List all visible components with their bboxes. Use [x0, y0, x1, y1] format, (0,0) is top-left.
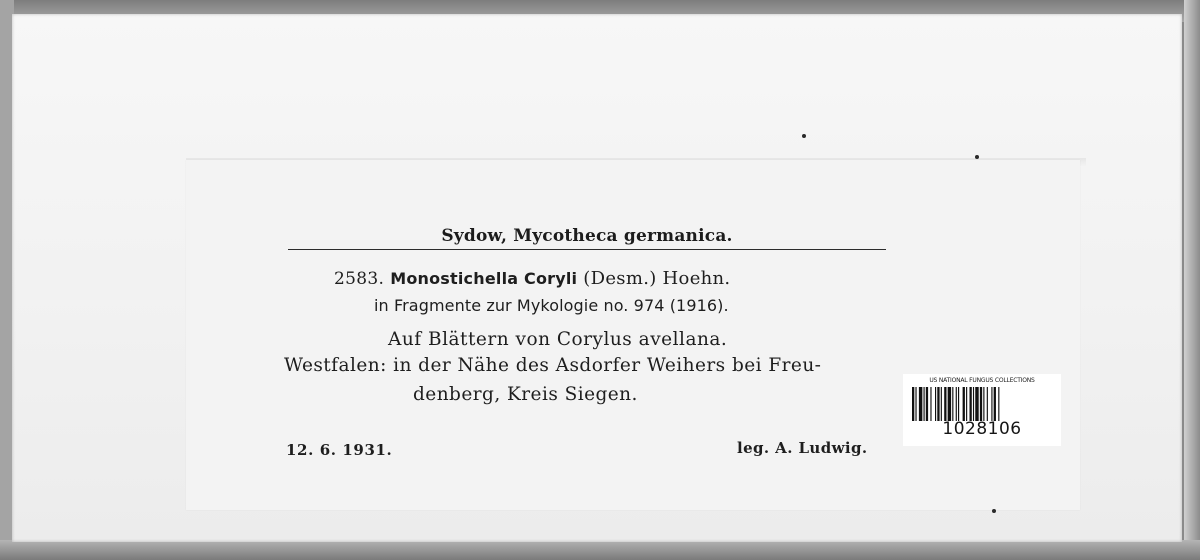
barcode-bar — [970, 387, 972, 421]
barcode-bar — [930, 387, 931, 421]
label-header: Sydow, Mycotheca germanica. — [441, 226, 733, 246]
barcode-bar — [915, 387, 916, 421]
barcode-bar — [980, 387, 982, 421]
barcode-bar — [912, 387, 914, 421]
barcode-bar — [958, 387, 959, 421]
barcode-bar — [948, 387, 951, 421]
barcode-bar — [935, 387, 936, 421]
collector: leg. A. Ludwig. — [737, 439, 868, 457]
barcode-bar — [963, 387, 965, 421]
collection-date: 12. 6. 1931. — [286, 441, 393, 459]
barcode-sticker — [903, 374, 1061, 446]
barcode-bar — [975, 387, 978, 421]
barcode-bar — [919, 387, 922, 421]
header-rule — [288, 249, 886, 250]
frame-bottom-edge — [0, 540, 1200, 560]
species-name: Monostichella Coryli — [390, 269, 578, 288]
barcode-bar — [998, 387, 999, 421]
barcode-bar — [973, 387, 974, 421]
barcode-bar — [941, 387, 942, 421]
barcode-bar — [987, 387, 988, 421]
paper-speck — [975, 155, 979, 159]
barcode-bar — [956, 387, 957, 421]
reference-line: in Fragmente zur Mykologie no. 974 (1916). — [374, 296, 729, 315]
barcode-number: 1028106 — [942, 419, 1022, 439]
barcode-bar — [937, 387, 939, 421]
barcode-bar — [924, 387, 925, 421]
barcode-bar — [966, 387, 967, 421]
host-line: Auf Blättern von Corylus avellana. — [388, 329, 728, 350]
locality-line-1: Westfalen: in der Nähe des Asdorfer Weihers bei Freu- — [284, 355, 822, 376]
barcode-bar — [991, 387, 992, 421]
barcode-bar — [994, 387, 996, 421]
barcode-bar — [926, 387, 928, 421]
exsiccata-number: 2583. — [334, 269, 385, 289]
paper-speck — [802, 134, 806, 138]
paper-speck — [992, 509, 996, 513]
locality-line-2: denberg, Kreis Siegen. — [413, 384, 638, 405]
barcode-bar — [952, 387, 953, 421]
barcode-bar — [983, 387, 984, 421]
species-authority: (Desm.) Hoehn. — [583, 268, 731, 289]
frame-right-edge — [1184, 0, 1200, 560]
species-line — [334, 268, 730, 289]
barcode-bar — [944, 387, 946, 421]
barcode-caption: US NATIONAL FUNGUS COLLECTIONS — [929, 377, 1035, 384]
barcode-bars — [912, 387, 1052, 421]
